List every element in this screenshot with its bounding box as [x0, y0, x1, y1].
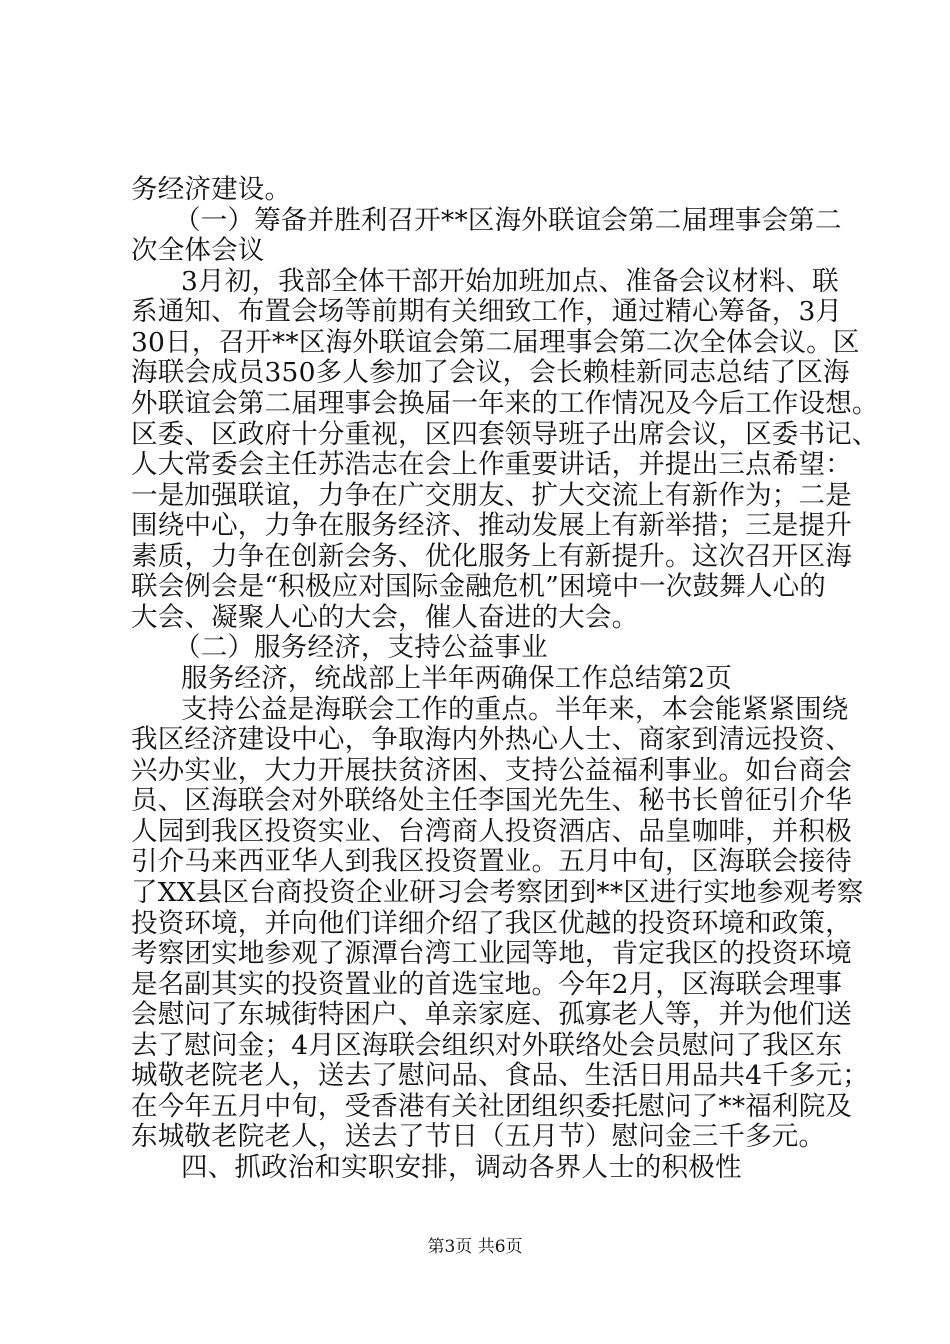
section-heading: （二）服务经济，支持公益事业: [174, 632, 548, 663]
text-line: 了XX县区台商投资企业研习会考察团到**区进行实地参观考察: [131, 877, 864, 908]
text-line: 次全体会议: [131, 235, 265, 266]
text-line: 区委、区政府十分重视，区四套领导班子出席会议，区委书记、: [131, 419, 879, 450]
text-line: 去了慰问金；4月区海联会组织对外联络处会员慰问了我区东: [131, 1030, 843, 1061]
text-line: 是名副其实的投资置业的首选宝地。今年2月，区海联会理事: [131, 969, 843, 1000]
text-line: 系通知、布置会场等前期有关细致工作，通过精心筹备，3月: [131, 296, 843, 327]
text-line: 素质，力争在创新会务、优化服务上有新提升。这次召开区海: [131, 541, 852, 572]
text-line: 服务经济，统战部上半年两确保工作总结第2页: [181, 663, 733, 694]
section-heading: 四、抓政治和实职安排，调动各界人士的积极性: [181, 1152, 742, 1183]
text-line: 员、区海联会对外联络处主任李国光先生、秘书长曾征引介华: [131, 785, 852, 816]
section-heading: （一）筹备并胜利召开**区海外联谊会第二届理事会第二: [174, 205, 842, 236]
text-line: 引介马来西亚华人到我区投资置业。五月中旬，区海联会接待: [131, 846, 852, 877]
text-line: 外联谊会第二届理事会换届一年来的工作情况及今后工作设想。: [131, 388, 879, 419]
paragraph-first-line: 支持公益是海联会工作的重点。半年来，本会能紧紧围绕: [181, 694, 849, 725]
text-line: 会慰问了东城街特困户、单亲家庭、孤寡老人等，并为他们送: [131, 999, 852, 1030]
text-line: 城敬老院老人，送去了慰问品、食品、生活日用品共4千多元；: [131, 1060, 869, 1091]
page-footer: 第3页 共6页: [427, 1237, 523, 1257]
text-line: 兴办实业，大力开展扶贫济困、支持公益福利事业。如台商会: [131, 755, 852, 786]
text-line: 投资环境，并向他们详细介绍了我区优越的投资环境和政策，: [131, 908, 852, 939]
text-line: 人园到我区投资实业、台湾商人投资酒店、品皇咖啡，并积极: [131, 816, 852, 847]
text-line: 一是加强联谊，力争在广交朋友、扩大交流上有新作为；二是: [131, 480, 852, 511]
text-line: 人大常委会主任苏浩志在会上作重要讲话，并提出三点希望：: [131, 449, 852, 480]
text-line: 考察团实地参观了源潭台湾工业园等地，肯定我区的投资环境: [131, 938, 852, 969]
text-line: 东城敬老院老人，送去了节日（五月节）慰问金三千多元。: [131, 1121, 826, 1152]
text-line: 海联会成员350多人参加了会议，会长赖桂新同志总结了区海: [131, 357, 850, 388]
text-line: 务经济建设。: [131, 174, 292, 205]
text-line: 我区经济建设中心，争取海内外热心人士、商家到清远投资、: [131, 724, 852, 755]
paragraph-first-line: 3月初，我部全体干部开始加班加点、准备会议材料、联: [181, 266, 839, 297]
text-line: 大会、凝聚人心的大会，催人奋进的大会。: [131, 602, 639, 633]
text-line: 围绕中心，力争在服务经济、推动发展上有新举措；三是提升: [131, 510, 852, 541]
text-line: 联会例会是“积极应对国际金融危机”困境中一次鼓舞人心的: [131, 571, 826, 602]
text-line: 30日，召开**区海外联谊会第二届理事会第二次全体会议。区: [131, 327, 860, 358]
text-line: 在今年五月中旬，受香港有关社团组织委托慰问了**福利院及: [131, 1091, 853, 1122]
